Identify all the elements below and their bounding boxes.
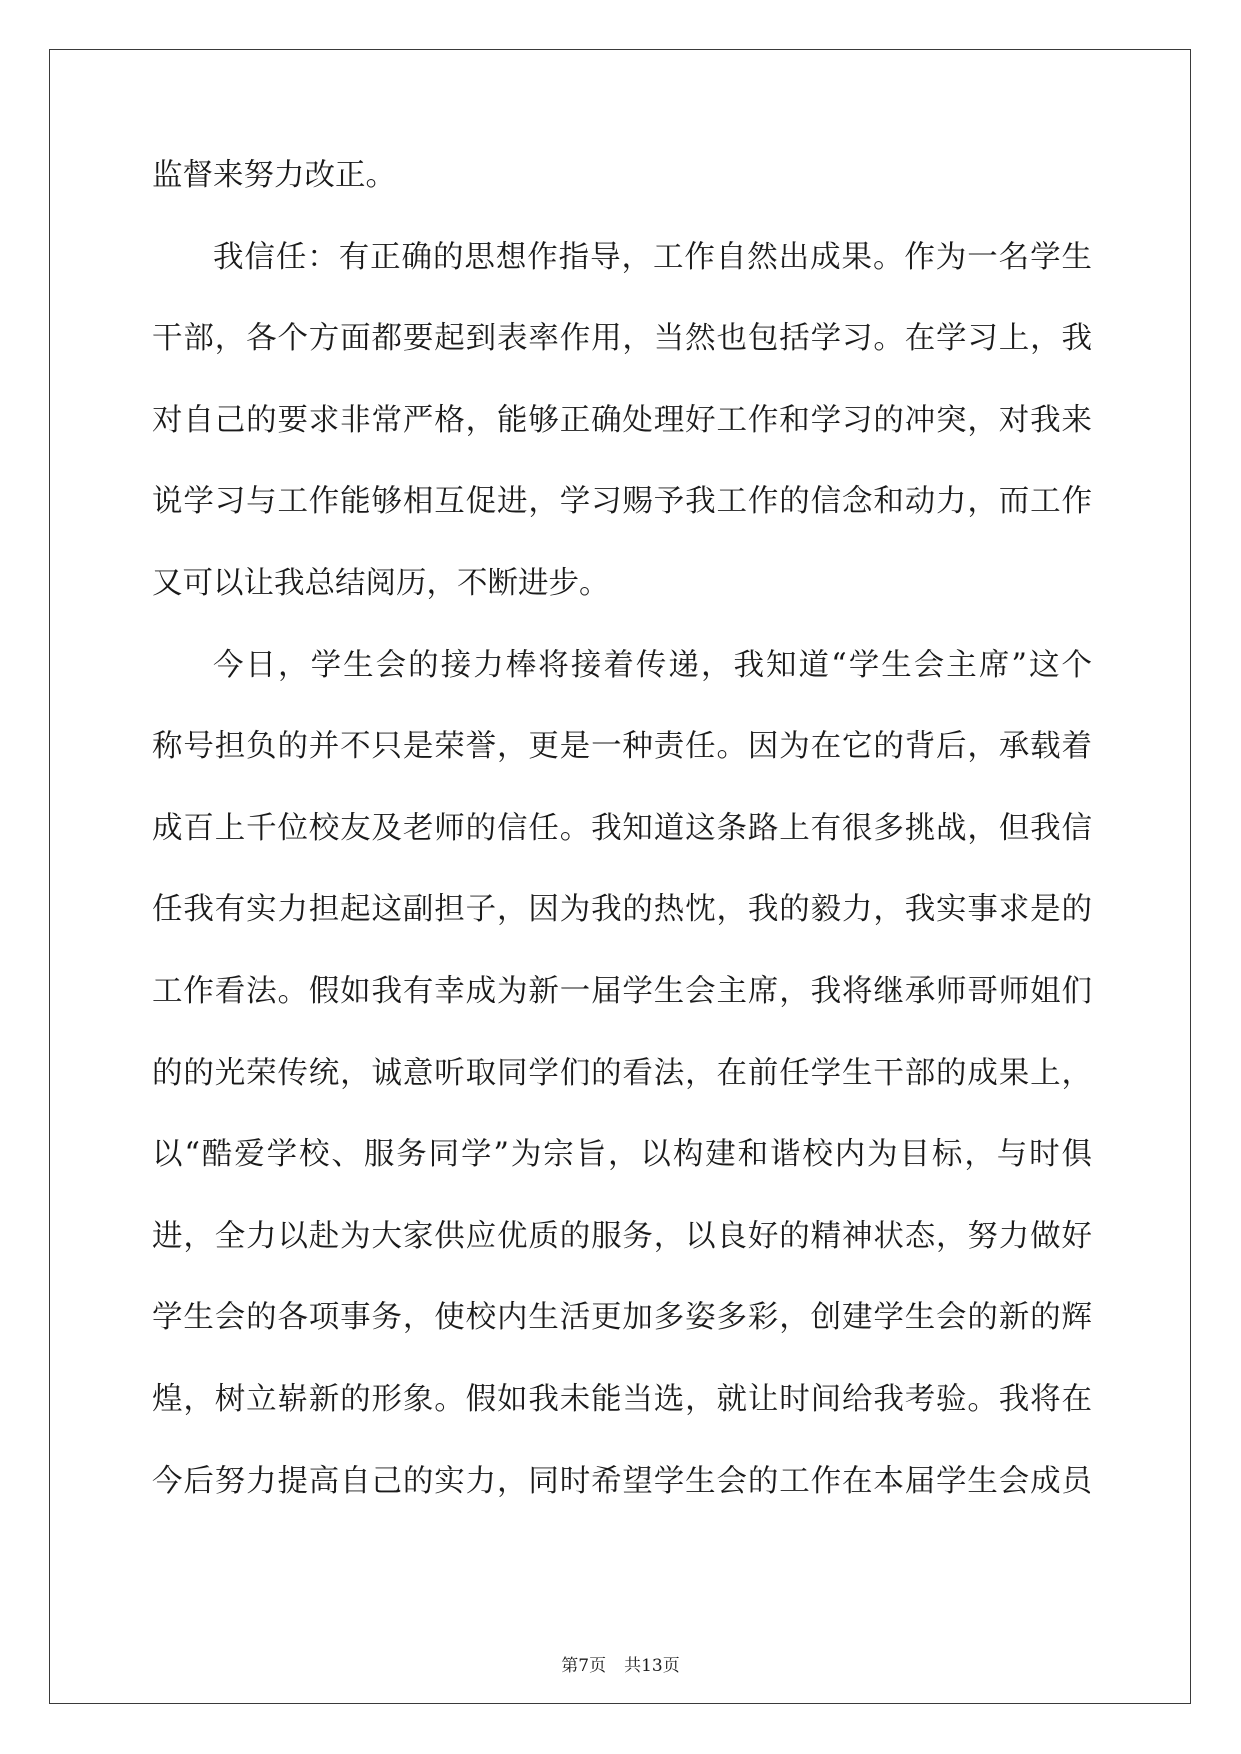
paragraph-first-line: 今日，学生会的接力棒将接着传递，我知道“学生会主席”这个 — [213, 647, 1092, 683]
text-line: 又可以让我总结阅历，不断进步。 — [152, 565, 610, 601]
page-total: 共13页 — [624, 1656, 680, 1676]
text-line: 学生会的各项事务，使校内生活更加多姿多彩，创建学生会的新的辉 — [152, 1300, 1092, 1336]
text-line: 成百上千位校友及老师的信任。我知道这条路上有很多挑战，但我信 — [152, 810, 1092, 846]
text-line: 任我有实力担起这副担子，因为我的热忱，我的毅力，我实事求是的 — [152, 892, 1092, 928]
text-line: 干部，各个方面都要起到表率作用，当然也包括学习。在学习上，我 — [152, 321, 1092, 357]
text-line: 称号担负的并不只是荣誉，更是一种责任。因为在它的背后，承载着 — [152, 729, 1092, 765]
text-line: 的的光荣传统，诚意听取同学们的看法，在前任学生干部的成果上， — [152, 1055, 1092, 1091]
text-line: 说学习与工作能够相互促进，学习赐予我工作的信念和动力，而工作 — [152, 484, 1092, 520]
text-line: 进，全力以赴为大家供应优质的服务，以良好的精神状态，努力做好 — [152, 1218, 1092, 1254]
text-line: 工作看法。假如我有幸成为新一届学生会主席，我将继承师哥师姐们 — [152, 973, 1092, 1009]
document-body — [152, 158, 1092, 1548]
text-line: 煌，树立崭新的形象。假如我未能当选，就让时间给我考验。我将在 — [152, 1381, 1092, 1417]
page-number: 第7页 — [561, 1656, 607, 1676]
text-line: 对自己的要求非常严格，能够正确处理好工作和学习的冲突，对我来 — [152, 402, 1092, 438]
page-footer — [0, 1651, 1241, 1676]
paragraph-first-line: 我信任：有正确的思想作指导，工作自然出成果。作为一名学生 — [213, 239, 1092, 275]
text-line: 以“酷爱学校、服务同学”为宗旨，以构建和谐校内为目标，与时俱 — [152, 1137, 1092, 1173]
text-line: 今后努力提高自己的实力，同时希望学生会的工作在本届学生会成员 — [152, 1463, 1092, 1499]
text-line: 监督来努力改正。 — [152, 158, 396, 193]
